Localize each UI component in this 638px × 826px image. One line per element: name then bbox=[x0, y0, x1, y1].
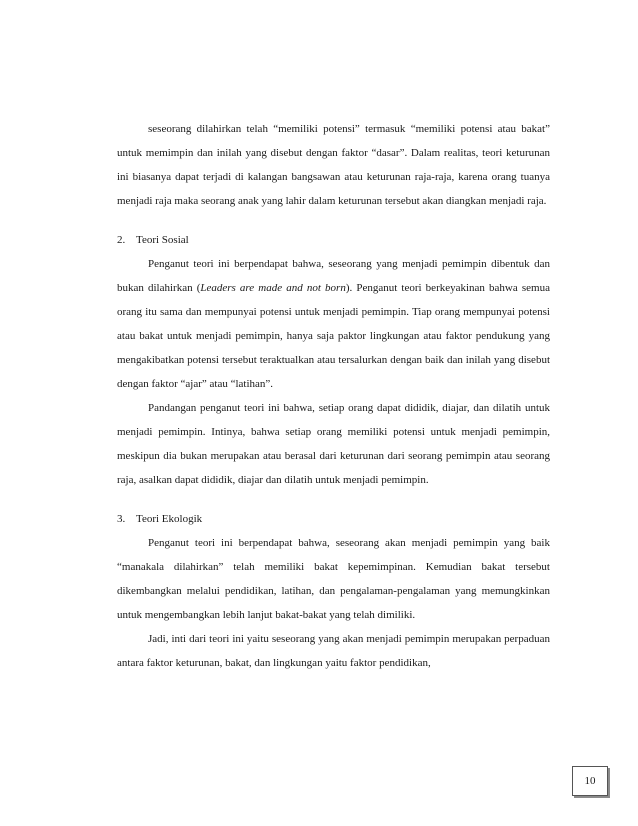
paragraph-hereditary-continued: seseorang dilahirkan telah “memiliki potensi” termasuk “memiliki potensi atau bakat” untuk memimpin dan inilah yang disebut dengan faktor “dasar”. Dalam realitas, teori keturunan ini biasanya dapat terjadi di kalangan bangsawan atau keturunan raja-raja, karena orang tuanya menjadi raja maka seorang anak yang lahir dalam keturunan tersebut akan diangkan menjadi raja. bbox=[117, 123, 550, 207]
section-heading-ecological-theory bbox=[117, 507, 550, 531]
italic-quote: Leaders are made and not born bbox=[200, 282, 346, 294]
paragraph-social-theory-view: Pandangan penganut teori ini bahwa, setiap orang dapat dididik, diajar, dan dilatih untuk menjadi pemimpin. Intinya, bahwa setiap orang memiliki potensi untuk menjadi pemimpin, meskipun dia bukan merupakan atau berasal dari keturunan dari seorang pemimpin atau seorang raja, asalkan dapat dididik, diajar dan dilatih untuk menjadi pemimpin. bbox=[117, 402, 550, 486]
section-heading-social-theory bbox=[117, 228, 550, 252]
paragraph-ecological-theory: Penganut teori ini berpendapat bahwa, seseorang akan menjadi pemimpin yang baik “manakala dilahirkan” telah memiliki bakat kepemimpinan. Kemudian bakat tersebut dikembangkan melalui pendidikan, latihan, dan pengalaman-pengalaman yang memungkinkan untuk mengembangkan lebih lanjut bakat-bakat yang telah dimiliki. bbox=[117, 537, 550, 621]
section-number: 2. bbox=[117, 234, 126, 246]
page-number: 10 bbox=[572, 766, 608, 796]
section-number: 3. bbox=[117, 513, 126, 525]
paragraph-text: ). Penganut teori berkeyakinan bahwa semua orang itu sama dan mempunyai potensi untuk menjadi pemimpin. Tiap orang mempunyai potensi atau bakat untuk menjadi pemimpin, hanya saja paktor lingkungan atau faktor pendukung yang mengakibatkan potensi tersebut teraktualkan atau tersalurkan dengan baik dan inilah yang disebut dengan faktor “ajar” atau “latihan”. bbox=[117, 282, 550, 390]
section-title: Teori Sosial bbox=[136, 234, 189, 246]
section-title: Teori Ekologik bbox=[136, 513, 203, 525]
page-body bbox=[117, 117, 550, 675]
paragraph-text: Penganut teori ini berpendapat bahwa, seseorang yang menjadi pemimpin dibentuk dan bukan dilahirkan ( bbox=[117, 258, 550, 294]
paragraph-social-theory bbox=[117, 252, 550, 396]
paragraph-ecological-summary: Jadi, inti dari teori ini yaitu seseorang yang akan menjadi pemimpin merupakan perpaduan antara faktor keturunan, bakat, dan lingkungan yaitu faktor pendidikan, bbox=[117, 633, 550, 669]
